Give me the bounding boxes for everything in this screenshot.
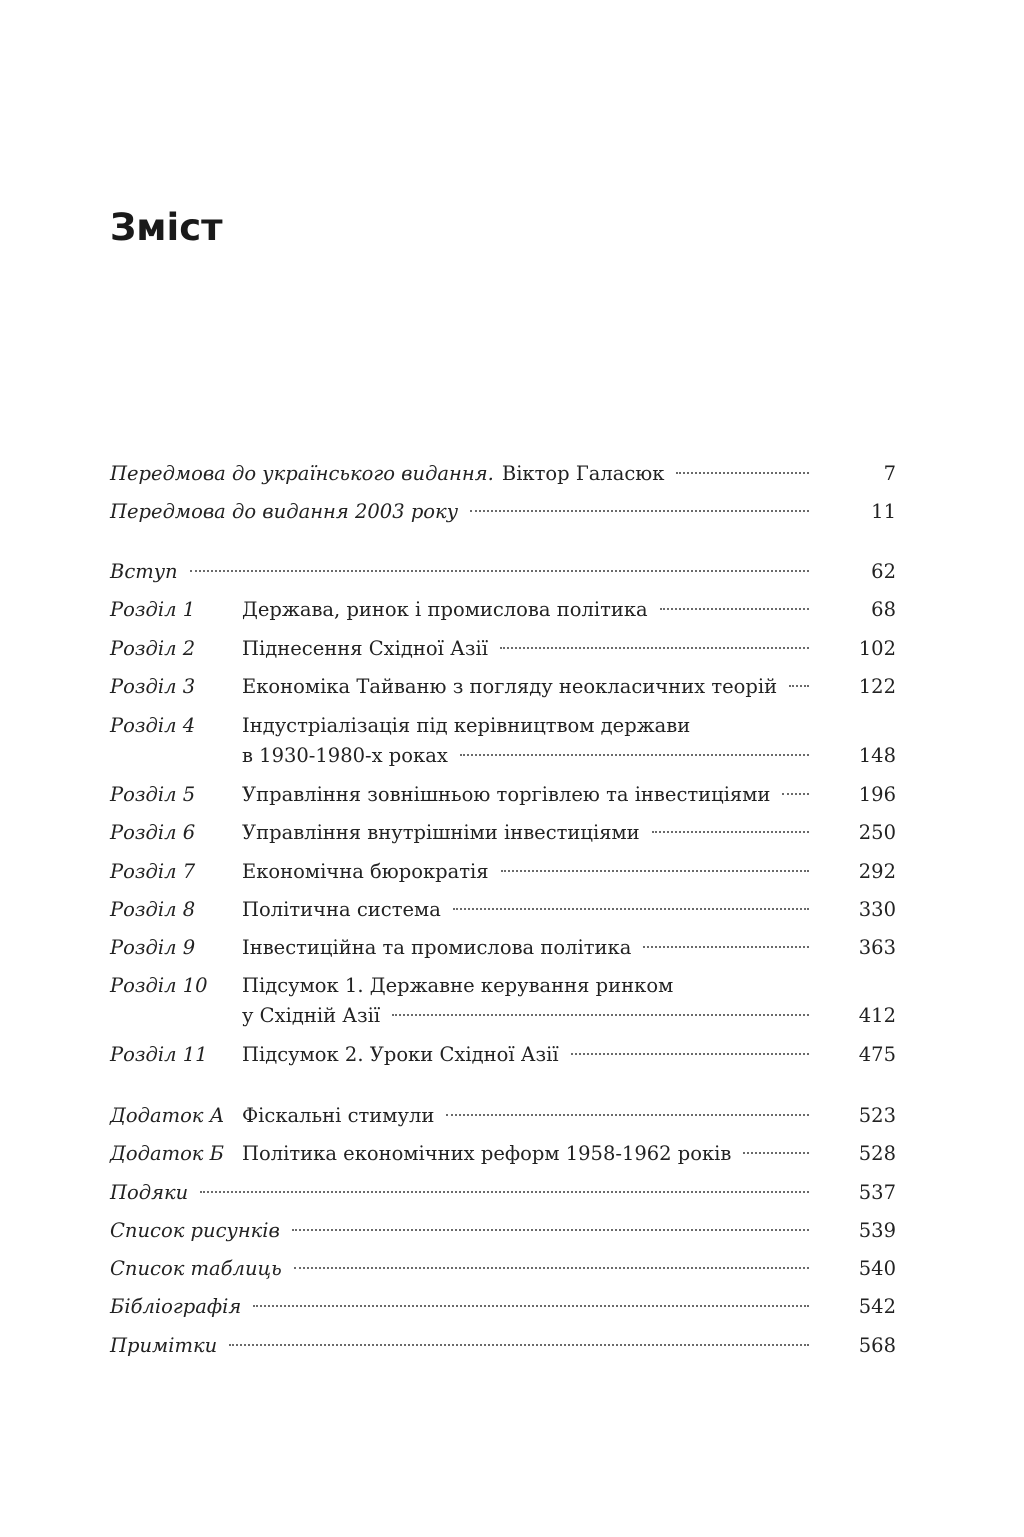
toc-entry-chapter-11[interactable]	[110, 1040, 896, 1074]
toc-entry-appendix-a[interactable]	[110, 1101, 896, 1135]
dot-leader	[253, 1305, 809, 1307]
toc-entry-chapter-4[interactable]	[110, 711, 896, 775]
entry-label: Додаток Б	[110, 1142, 224, 1165]
toc-entry-notes[interactable]	[110, 1331, 896, 1365]
dot-leader	[571, 1053, 809, 1055]
page-number: 330	[858, 898, 896, 921]
page-number: 542	[858, 1295, 896, 1318]
entry-title: Управління зовнішньою торгівлею та інвестиціями	[242, 783, 771, 806]
dot-leader	[453, 908, 809, 910]
entry-title: Інвестиційна та промислова політика	[242, 936, 632, 959]
entry-label: Розділ 9	[110, 936, 196, 959]
entry-title-continued: у Східній Азії	[242, 1004, 381, 1027]
page-number: 7	[883, 462, 896, 485]
toc-entry-chapter-9[interactable]	[110, 933, 896, 967]
dot-leader	[501, 870, 809, 872]
dot-leader	[652, 831, 809, 833]
toc-entry-list-of-figures[interactable]	[110, 1216, 896, 1250]
page-number: 412	[858, 1004, 896, 1027]
entry-label: Подяки	[110, 1181, 189, 1204]
dot-leader	[743, 1152, 809, 1154]
page-number: 540	[858, 1257, 896, 1280]
entry-title: Передмова до українського видання.	[110, 462, 494, 485]
dot-leader	[294, 1267, 809, 1269]
toc-entry-preface-ukrainian[interactable]	[110, 459, 896, 493]
page-number: 122	[858, 675, 896, 698]
dot-leader	[292, 1229, 809, 1231]
dot-leader	[460, 754, 809, 756]
page-number: 102	[858, 637, 896, 660]
entry-label: Розділ 1	[110, 598, 196, 621]
dot-leader	[643, 946, 809, 948]
toc-entry-list-of-tables[interactable]	[110, 1254, 896, 1288]
dot-leader	[190, 570, 809, 572]
entry-title-continued: в 1930-1980-х роках	[242, 744, 448, 767]
entry-label: Розділ 8	[110, 898, 196, 921]
entry-title: Передмова до видання 2003 року	[110, 500, 459, 523]
page-title: Зміст	[110, 206, 223, 249]
entry-label: Розділ 3	[110, 675, 196, 698]
entry-label: Розділ 2	[110, 637, 196, 660]
toc-entry-introduction[interactable]	[110, 557, 896, 591]
page-number: 537	[858, 1181, 896, 1204]
entry-label: Додаток А	[110, 1104, 225, 1127]
entry-label: Розділ 6	[110, 821, 196, 844]
toc-entry-bibliography[interactable]	[110, 1292, 896, 1326]
entry-title: Фіскальні стимули	[242, 1104, 435, 1127]
page-number: 250	[858, 821, 896, 844]
toc-entry-chapter-3[interactable]	[110, 672, 896, 706]
toc-entry-chapter-8[interactable]	[110, 895, 896, 929]
page-number: 148	[858, 744, 896, 767]
entry-label: Розділ 7	[110, 860, 196, 883]
entry-author: Віктор Галасюк	[501, 462, 665, 485]
toc-entry-chapter-5[interactable]	[110, 780, 896, 814]
page-number: 292	[858, 860, 896, 883]
dot-leader	[446, 1114, 809, 1116]
page-number: 475	[858, 1043, 896, 1066]
page-number: 62	[871, 560, 896, 583]
toc-entry-preface-2003[interactable]	[110, 497, 896, 531]
entry-label: Список таблиць	[110, 1257, 282, 1280]
page-number: 196	[858, 783, 896, 806]
entry-title: Управління внутрішніми інвестиціями	[242, 821, 640, 844]
dot-leader	[392, 1014, 809, 1016]
page-number: 539	[858, 1219, 896, 1242]
toc-entry-chapter-2[interactable]	[110, 634, 896, 668]
dot-leader	[229, 1344, 809, 1346]
toc-entry-chapter-1[interactable]	[110, 595, 896, 629]
dot-leader	[200, 1191, 809, 1193]
entry-title: Індустріалізація під керівництвом держави	[242, 714, 691, 737]
dot-leader	[660, 608, 809, 610]
toc-entry-chapter-6[interactable]	[110, 818, 896, 852]
entry-label: Розділ 10	[110, 974, 208, 997]
entry-label: Список рисунків	[110, 1219, 280, 1242]
dot-leader	[789, 685, 809, 687]
toc-entry-acknowledgements[interactable]	[110, 1178, 896, 1212]
page-number: 528	[858, 1142, 896, 1165]
page-number: 11	[871, 500, 896, 523]
page-number: 568	[858, 1334, 896, 1357]
dot-leader	[676, 472, 809, 474]
dot-leader	[500, 647, 809, 649]
entry-label: Примітки	[110, 1334, 218, 1357]
entry-title: Держава, ринок і промислова політика	[242, 598, 648, 621]
entry-title: Політична система	[242, 898, 441, 921]
toc-entry-chapter-10[interactable]	[110, 971, 896, 1035]
entry-label: Вступ	[110, 560, 178, 583]
entry-title: Підсумок 1. Державне керування ринком	[242, 974, 674, 997]
page-number: 363	[858, 936, 896, 959]
page-number: 523	[858, 1104, 896, 1127]
entry-label: Бібліографія	[110, 1295, 242, 1318]
entry-title: Економічна бюрократія	[242, 860, 489, 883]
entry-label: Розділ 11	[110, 1043, 208, 1066]
entry-title: Піднесення Східної Азії	[242, 637, 488, 660]
entry-label: Розділ 4	[110, 714, 196, 737]
entry-title: Економіка Тайваню з погляду неокласичних теорій	[242, 675, 778, 698]
toc-entry-chapter-7[interactable]	[110, 857, 896, 891]
dot-leader	[470, 510, 809, 512]
entry-title: Політика економічних реформ 1958-1962 років	[242, 1142, 732, 1165]
entry-label: Розділ 5	[110, 783, 196, 806]
toc-entry-appendix-b[interactable]	[110, 1139, 896, 1173]
entry-title: Підсумок 2. Уроки Східної Азії	[242, 1043, 559, 1066]
page-number: 68	[871, 598, 896, 621]
dot-leader	[782, 793, 809, 795]
